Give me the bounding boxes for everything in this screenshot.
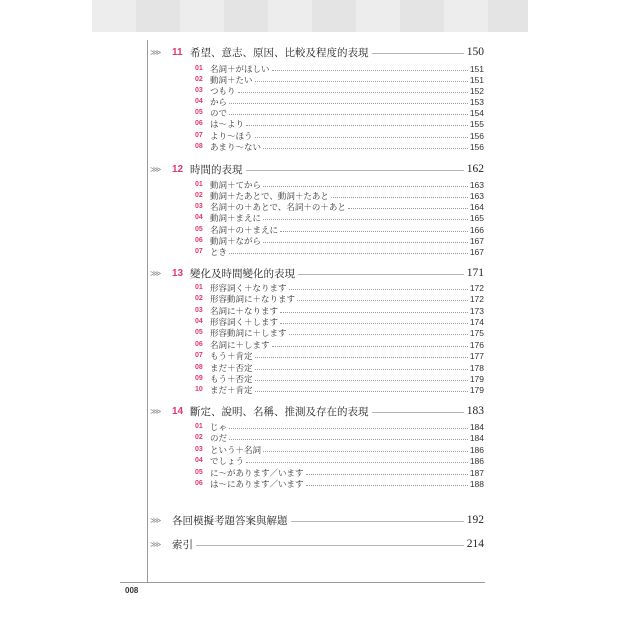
leader-dots — [272, 346, 468, 347]
leader-dots — [255, 391, 468, 392]
item-title: 動詞＋てから — [210, 180, 262, 191]
item-page: 163 — [469, 190, 484, 201]
leader-dots — [280, 231, 468, 232]
toc-item[interactable] — [195, 96, 484, 107]
item-number: 05 — [195, 329, 203, 336]
leader-dots — [263, 242, 468, 243]
item-title: は～にあります／います — [210, 479, 304, 490]
item-page: 167 — [469, 246, 484, 257]
item-number: 07 — [195, 352, 203, 359]
toc-item[interactable] — [195, 421, 484, 432]
chapter-page: 171 — [466, 267, 484, 279]
item-title: より～ほう — [210, 131, 253, 142]
item-number: 01 — [195, 423, 203, 430]
item-page: 151 — [469, 74, 484, 85]
item-title: じゃ — [210, 422, 228, 433]
toc-item[interactable] — [195, 293, 484, 304]
item-title: でしょう — [210, 456, 245, 467]
item-number: 05 — [195, 226, 203, 233]
item-page: 178 — [469, 362, 484, 373]
item-number: 03 — [195, 87, 203, 94]
leader-line — [372, 412, 464, 413]
toc-item[interactable] — [195, 85, 484, 96]
toc-index[interactable] — [150, 537, 484, 551]
toc-item[interactable] — [195, 235, 484, 246]
item-number: 04 — [195, 457, 203, 464]
leader-dots — [229, 253, 468, 254]
chapter-number: 13 — [172, 267, 184, 279]
item-number: 04 — [195, 214, 203, 221]
item-page: 156 — [469, 141, 484, 152]
item-number: 01 — [195, 65, 203, 72]
leader-dots — [263, 451, 468, 452]
item-number: 02 — [195, 192, 203, 199]
item-title: に～があります／います — [210, 468, 304, 479]
toc-item[interactable] — [195, 201, 484, 212]
leader-dots — [280, 323, 468, 324]
toc-chapter-12[interactable] — [150, 162, 484, 176]
leader-dots — [289, 289, 468, 290]
item-number: 07 — [195, 248, 203, 255]
toc-item[interactable] — [195, 350, 484, 361]
extra-title: 索引 — [172, 538, 193, 551]
item-page: 174 — [469, 316, 484, 327]
item-title: は～より — [210, 119, 245, 130]
arrow-icon: ⋙ — [150, 268, 161, 278]
item-page: 177 — [469, 350, 484, 361]
leader-dots — [255, 81, 468, 82]
item-number: 04 — [195, 318, 203, 325]
item-title: 動詞＋たい — [210, 75, 253, 86]
toc-item[interactable] — [195, 141, 484, 152]
leader-dots — [289, 334, 468, 335]
toc-item[interactable] — [195, 455, 484, 466]
leader-dots — [255, 357, 468, 358]
leader-line — [298, 274, 464, 275]
item-title: まだ＋否定 — [210, 363, 253, 374]
item-number: 03 — [195, 446, 203, 453]
item-page: 167 — [469, 235, 484, 246]
toc-item[interactable] — [195, 362, 484, 373]
leader-dots — [272, 70, 468, 71]
arrow-icon: ⋙ — [150, 47, 161, 57]
item-title: のだ — [210, 433, 228, 444]
toc-item[interactable] — [195, 74, 484, 85]
margin-line — [147, 40, 148, 582]
item-number: 09 — [195, 375, 203, 382]
chapter-page: 183 — [466, 405, 484, 417]
item-page: 153 — [469, 96, 484, 107]
chapter-number: 14 — [172, 405, 184, 417]
item-page: 172 — [469, 282, 484, 293]
item-title: 動詞＋まえに — [210, 213, 262, 224]
item-number: 01 — [195, 284, 203, 291]
chapter-title: 希望、意志、原因、比較及程度的表現 — [190, 46, 369, 59]
arrow-icon: ⋙ — [150, 164, 161, 174]
leader-dots — [229, 114, 468, 115]
item-page: 176 — [469, 339, 484, 350]
item-page: 152 — [469, 85, 484, 96]
leader-dots — [229, 439, 468, 440]
item-number: 04 — [195, 98, 203, 105]
leader-dots — [306, 485, 468, 486]
leader-dots — [229, 103, 468, 104]
leader-dots — [263, 186, 468, 187]
toc-item[interactable] — [195, 63, 484, 74]
item-number: 06 — [195, 120, 203, 127]
toc-item[interactable] — [195, 373, 484, 384]
page-number: 008 — [125, 586, 139, 595]
item-title: 名詞＋がほしい — [210, 64, 270, 75]
item-page: 163 — [469, 179, 484, 190]
item-title: 形容動詞に＋なります — [210, 294, 296, 305]
leader-dots — [263, 148, 468, 149]
leader-dots — [246, 125, 468, 126]
toc-item[interactable] — [195, 130, 484, 141]
item-number: 01 — [195, 181, 203, 188]
item-number: 06 — [195, 237, 203, 244]
chapter-number: 12 — [172, 163, 184, 175]
item-title: という＋名詞 — [210, 445, 262, 456]
toc-item[interactable] — [195, 118, 484, 129]
item-title: から — [210, 97, 228, 108]
item-title: もう＋否定 — [210, 374, 253, 385]
item-number: 05 — [195, 469, 203, 476]
toc-chapter-14[interactable] — [150, 404, 484, 418]
extra-page: 192 — [466, 514, 484, 526]
item-number: 02 — [195, 76, 203, 83]
toc-item[interactable] — [195, 224, 484, 235]
leader-dots — [238, 92, 468, 93]
item-page: 151 — [469, 63, 484, 74]
toc-answers[interactable] — [150, 513, 484, 527]
toc-item[interactable] — [195, 179, 484, 190]
item-page: 188 — [469, 478, 484, 489]
toc-item[interactable] — [195, 339, 484, 350]
footer-rule — [120, 582, 485, 583]
item-title: 形容動詞に＋します — [210, 328, 287, 339]
toc-item[interactable] — [195, 384, 484, 395]
toc-item[interactable] — [195, 478, 484, 489]
item-page: 164 — [469, 201, 484, 212]
item-title: つもり — [210, 86, 236, 97]
toc-chapter-13[interactable] — [150, 266, 484, 280]
item-page: 187 — [469, 467, 484, 478]
item-title: 形容詞く＋なります — [210, 283, 287, 294]
item-title: 名詞＋の＋まえに — [210, 225, 279, 236]
chapter-page: 162 — [466, 163, 484, 175]
extra-page: 214 — [466, 538, 484, 550]
item-title: 動詞＋たあとで、動詞＋たあと — [210, 191, 329, 202]
leader-line — [291, 521, 464, 522]
toc-item[interactable] — [195, 467, 484, 478]
item-title: ので — [210, 108, 228, 119]
leader-dots — [306, 474, 468, 475]
toc-item[interactable] — [195, 432, 484, 443]
chapter-title: 變化及時間變化的表現 — [190, 267, 295, 280]
header-band — [92, 0, 528, 32]
item-page: 166 — [469, 224, 484, 235]
item-title: 形容詞く＋します — [210, 317, 279, 328]
item-page: 173 — [469, 305, 484, 316]
toc-item[interactable] — [195, 305, 484, 316]
item-page: 175 — [469, 327, 484, 338]
leader-line — [196, 545, 464, 546]
chapter-page: 150 — [466, 46, 484, 58]
leader-dots — [348, 208, 468, 209]
toc-item[interactable] — [195, 282, 484, 293]
leader-dots — [255, 369, 468, 370]
leader-dots — [263, 219, 468, 220]
item-page: 156 — [469, 130, 484, 141]
item-number: 06 — [195, 480, 203, 487]
item-title: あまり～ない — [210, 142, 262, 153]
toc-item[interactable] — [195, 190, 484, 201]
item-number: 05 — [195, 109, 203, 116]
item-page: 179 — [469, 373, 484, 384]
item-page: 155 — [469, 118, 484, 129]
item-page: 179 — [469, 384, 484, 395]
item-page: 165 — [469, 212, 484, 223]
item-title: 名詞に＋します — [210, 340, 270, 351]
leader-dots — [297, 300, 468, 301]
item-number: 06 — [195, 341, 203, 348]
arrow-icon: ⋙ — [150, 515, 161, 525]
item-title: 動詞＋ながら — [210, 236, 262, 247]
item-page: 184 — [469, 432, 484, 443]
item-title: まだ＋肯定 — [210, 385, 253, 396]
item-page: 184 — [469, 421, 484, 432]
toc-item[interactable] — [195, 212, 484, 223]
item-page: 186 — [469, 444, 484, 455]
arrow-icon: ⋙ — [150, 406, 161, 416]
chapter-title: 時間的表現 — [190, 163, 243, 176]
leader-line — [372, 53, 464, 54]
item-number: 02 — [195, 295, 203, 302]
extra-title: 各回模擬考題答案與解題 — [172, 514, 288, 527]
leader-line — [246, 170, 464, 171]
chapter-number: 11 — [172, 46, 183, 58]
toc-item[interactable] — [195, 444, 484, 455]
item-page: 186 — [469, 455, 484, 466]
leader-dots — [331, 197, 468, 198]
leader-dots — [246, 462, 468, 463]
item-page: 154 — [469, 107, 484, 118]
item-title: 名詞に＋なります — [210, 306, 279, 317]
item-number: 08 — [195, 143, 203, 150]
item-number: 02 — [195, 434, 203, 441]
item-page: 172 — [469, 293, 484, 304]
toc-chapter-11[interactable] — [150, 45, 484, 59]
item-number: 10 — [195, 386, 203, 393]
arrow-icon: ⋙ — [150, 539, 161, 549]
chapter-title: 斷定、說明、名稱、推測及存在的表現 — [190, 405, 369, 418]
item-title: とき — [210, 247, 228, 258]
leader-dots — [255, 380, 468, 381]
item-number: 03 — [195, 203, 203, 210]
toc-item[interactable] — [195, 107, 484, 118]
item-number: 03 — [195, 307, 203, 314]
toc-item[interactable] — [195, 246, 484, 257]
item-title: 名詞＋の＋あとで、名詞＋の＋あと — [210, 202, 346, 213]
toc-item[interactable] — [195, 316, 484, 327]
item-title: もう＋肯定 — [210, 351, 253, 362]
item-number: 08 — [195, 364, 203, 371]
leader-dots — [229, 428, 468, 429]
toc-item[interactable] — [195, 327, 484, 338]
leader-dots — [280, 312, 468, 313]
item-number: 07 — [195, 132, 203, 139]
leader-dots — [255, 137, 468, 138]
